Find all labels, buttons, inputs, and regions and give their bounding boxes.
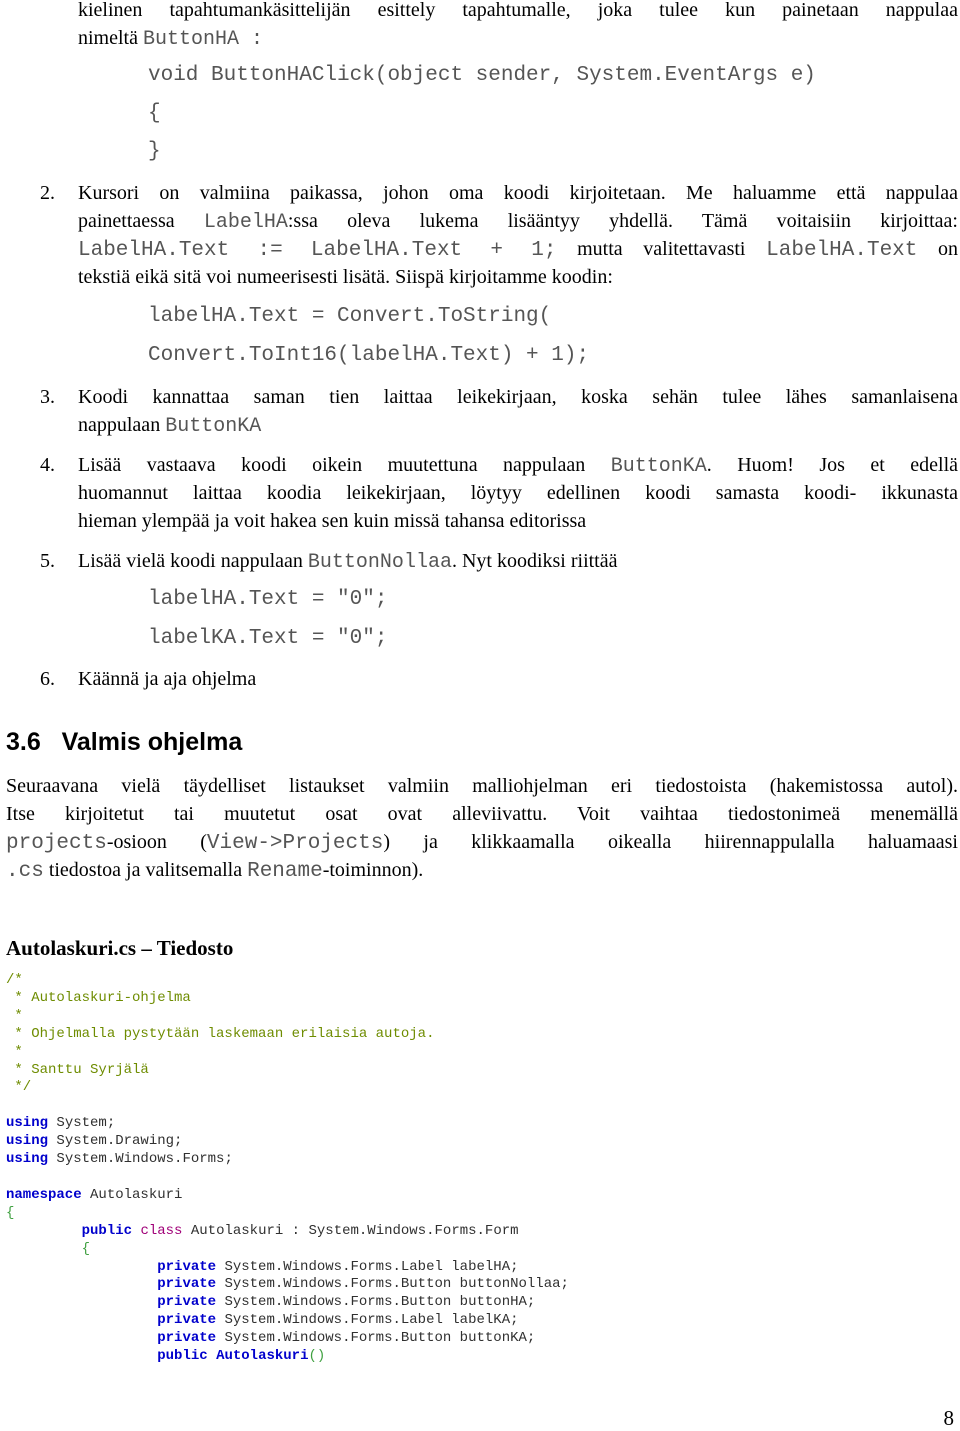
code-brace-close: } — [148, 140, 161, 163]
page-number: 8 — [943, 1406, 954, 1430]
file-heading: Autolaskuri.cs – Tiedosto — [6, 936, 234, 960]
code-method-signature: void ButtonHAClick(object sender, System.EventArgs e) — [148, 64, 816, 87]
step-number: 5. — [40, 550, 55, 572]
source-listing: /* * Autolaskuri-ohjelma * * Ohjelmalla pystytään laskemaan erilaisia autoja. * * Santtu Syrjälä */ using System; using System.Drawing; using System.Windows.Forms; namespace Autolaskuri { public class Autolaskuri : System.Windows.Forms.Form { private System.Windows.Forms.Label labelHA; private System.Windows.Forms.Button buttonNollaa; private System.Windows.Forms.Button buttonHA; private System.Windows.Forms.Label labelKA; private System.Windows.Forms.Button buttonKA; public Autolaskuri() — [6, 972, 569, 1365]
code-convert-line-2: Convert.ToInt16(labelHA.Text) + 1); — [148, 344, 590, 367]
section-paragraph: Seuraavana vielä täydelliset listaukset valmiin malliohjelman eri tiedostoista (hakemistossa autol). Itse kirjoitetut tai muutetut osat ovat alleviivattu. Voit vaihtaa tiedostonimeä menemällä projects-osioon (View->Projects) ja klikkaamalla oikealla hiirennappulalla haluamaasi .cs tiedostoa ja valitsemalla Rename-toiminnon). — [6, 775, 958, 883]
step-2-paragraph: Kursori on valmiina paikassa, johon oma koodi kirjoitetaan. Me haluamme että nappulaa painettaessa LabelHA:ssa oleva lukema lisääntyy yhdellä. Tämä voitaisiin kirjoittaa: LabelHA.Text := LabelHA.Text + 1; mutta valitettavasti LabelHA.Text on tekstiä eikä sitä voi numeerisesti lisätä. Siispä kirjoitamme koodin: — [78, 182, 958, 288]
step-number: 2. — [40, 182, 55, 204]
code-convert-line-1: labelHA.Text = Convert.ToString( — [148, 305, 552, 328]
step-4-paragraph: Lisää vastaava koodi oikein muutettuna nappulaan ButtonKA. Huom! Jos et edellä huomannut laittaa koodia leikekirjaan, löytyy edellinen koodi samasta koodi- ikkunasta hieman ylempää ja voit hakea sen kuin missä tahansa editorissa — [78, 454, 958, 532]
step-number: 6. — [40, 668, 55, 690]
intro-line-1: kielinen tapahtumankäsittelijän esittely tapahtumalle, joka tulee kun painetaan nappulaa — [78, 0, 958, 21]
section-heading: 3.6 Valmis ohjelma — [6, 728, 243, 756]
step-5-paragraph: Lisää vielä koodi nappulaan ButtonNollaa. Nyt koodiksi riittää — [78, 550, 618, 574]
step-3-paragraph: Koodi kannattaa saman tien laittaa leikekirjaan, koska sehän tulee lähes samanlaisena nappulaan ButtonKA — [78, 386, 958, 438]
step-number: 4. — [40, 454, 55, 476]
code-brace-open: { — [148, 102, 161, 125]
inline-code: ButtonHA : — [142, 28, 264, 51]
code-reset-line-1: labelHA.Text = "0"; — [148, 588, 388, 611]
step-number: 3. — [40, 386, 55, 408]
code-reset-line-2: labelKA.Text = "0"; — [148, 627, 388, 650]
intro-line-2: nimeltä ButtonHA : — [78, 27, 264, 51]
step-6-paragraph: Käännä ja aja ohjelma — [78, 668, 257, 690]
intro-paragraph — [78, 0, 958, 52]
